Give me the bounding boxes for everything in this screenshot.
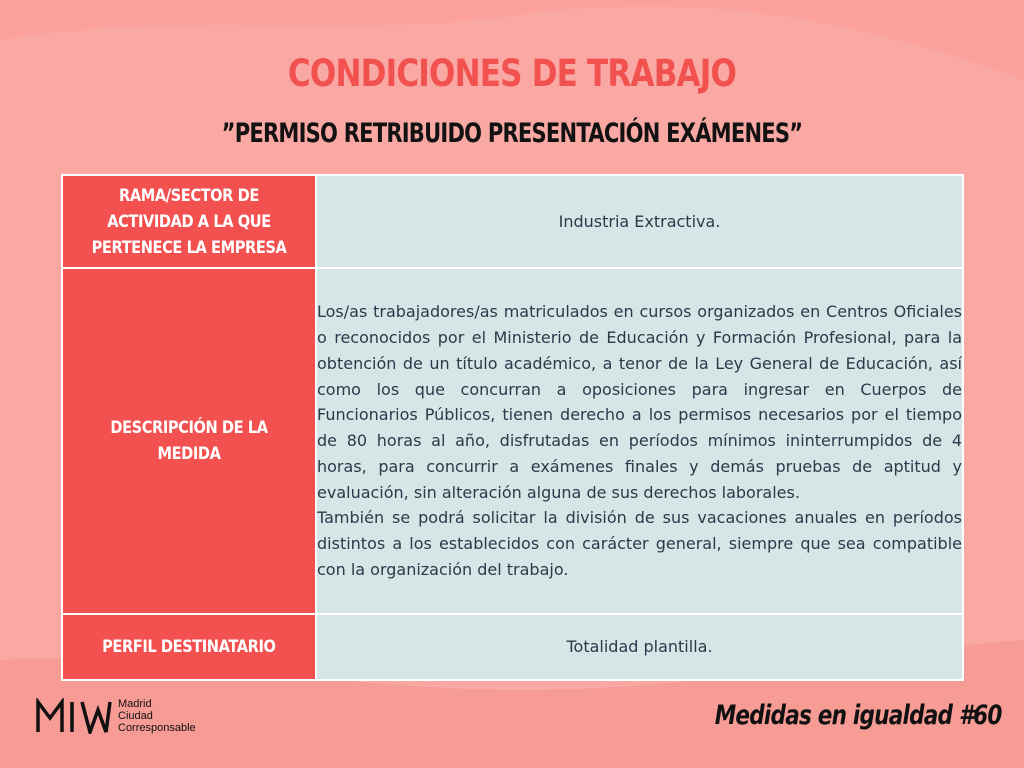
description-paragraph: También se podrá solicitar la división de sus vacaciones anuales en períodos distintos a los establecidos con carácter general, siempre que sea compatible con la organización del trabajo. <box>317 508 962 580</box>
series-label: Medidas en igualdad #60 <box>715 700 1002 731</box>
row-description <box>316 268 963 614</box>
table-row <box>62 614 963 680</box>
table-row <box>62 175 963 268</box>
logo-text <box>118 698 196 734</box>
table-row <box>62 268 963 614</box>
row-label-text: DESCRIPCIÓN DE LA MEDIDA <box>110 418 268 464</box>
measure-table <box>61 174 964 681</box>
logo-line: Ciudad <box>118 710 153 722</box>
row-label-text: PERFIL DESTINATARIO <box>102 637 276 657</box>
mcc-logo-icon <box>36 698 112 734</box>
logo-line: Corresponsable <box>118 722 196 734</box>
row-label-text: RAMA/SECTOR DE ACTIVIDAD A LA QUE PERTENECE LA EMPRESA <box>91 185 287 258</box>
description-paragraph: Los/as trabajadores/as matriculados en cursos organizados en Centros Oficiales o reconocidos por el Ministerio de Educación y Formación Profesional, para la obtención de un título académico, a tenor de la Ley General de Educación, así como los que concurran a oposiciones para ingresar en Cuerpos de Funcionarios Públicos, tienen derecho a los permisos necesarios por el tiempo de 80 horas al año, disfrutadas en períodos mínimos ininterrumpidos de 4 horas, para concurrir a exámenes finales y demás pruebas de aptitud y evaluación, sin alteración alguna de sus derechos laborales. <box>317 302 962 502</box>
page-title: CONDICIONES DE TRABAJO <box>287 52 737 95</box>
logo <box>36 698 196 734</box>
row-label <box>62 175 316 268</box>
row-label <box>62 614 316 680</box>
logo-line: Madrid <box>118 698 152 710</box>
row-label <box>62 268 316 614</box>
page-subtitle: ”PERMISO RETRIBUIDO PRESENTACIÓN EXÁMENES” <box>221 118 803 149</box>
row-value: Totalidad plantilla. <box>316 614 963 680</box>
row-value: Industria Extractiva. <box>316 175 963 268</box>
